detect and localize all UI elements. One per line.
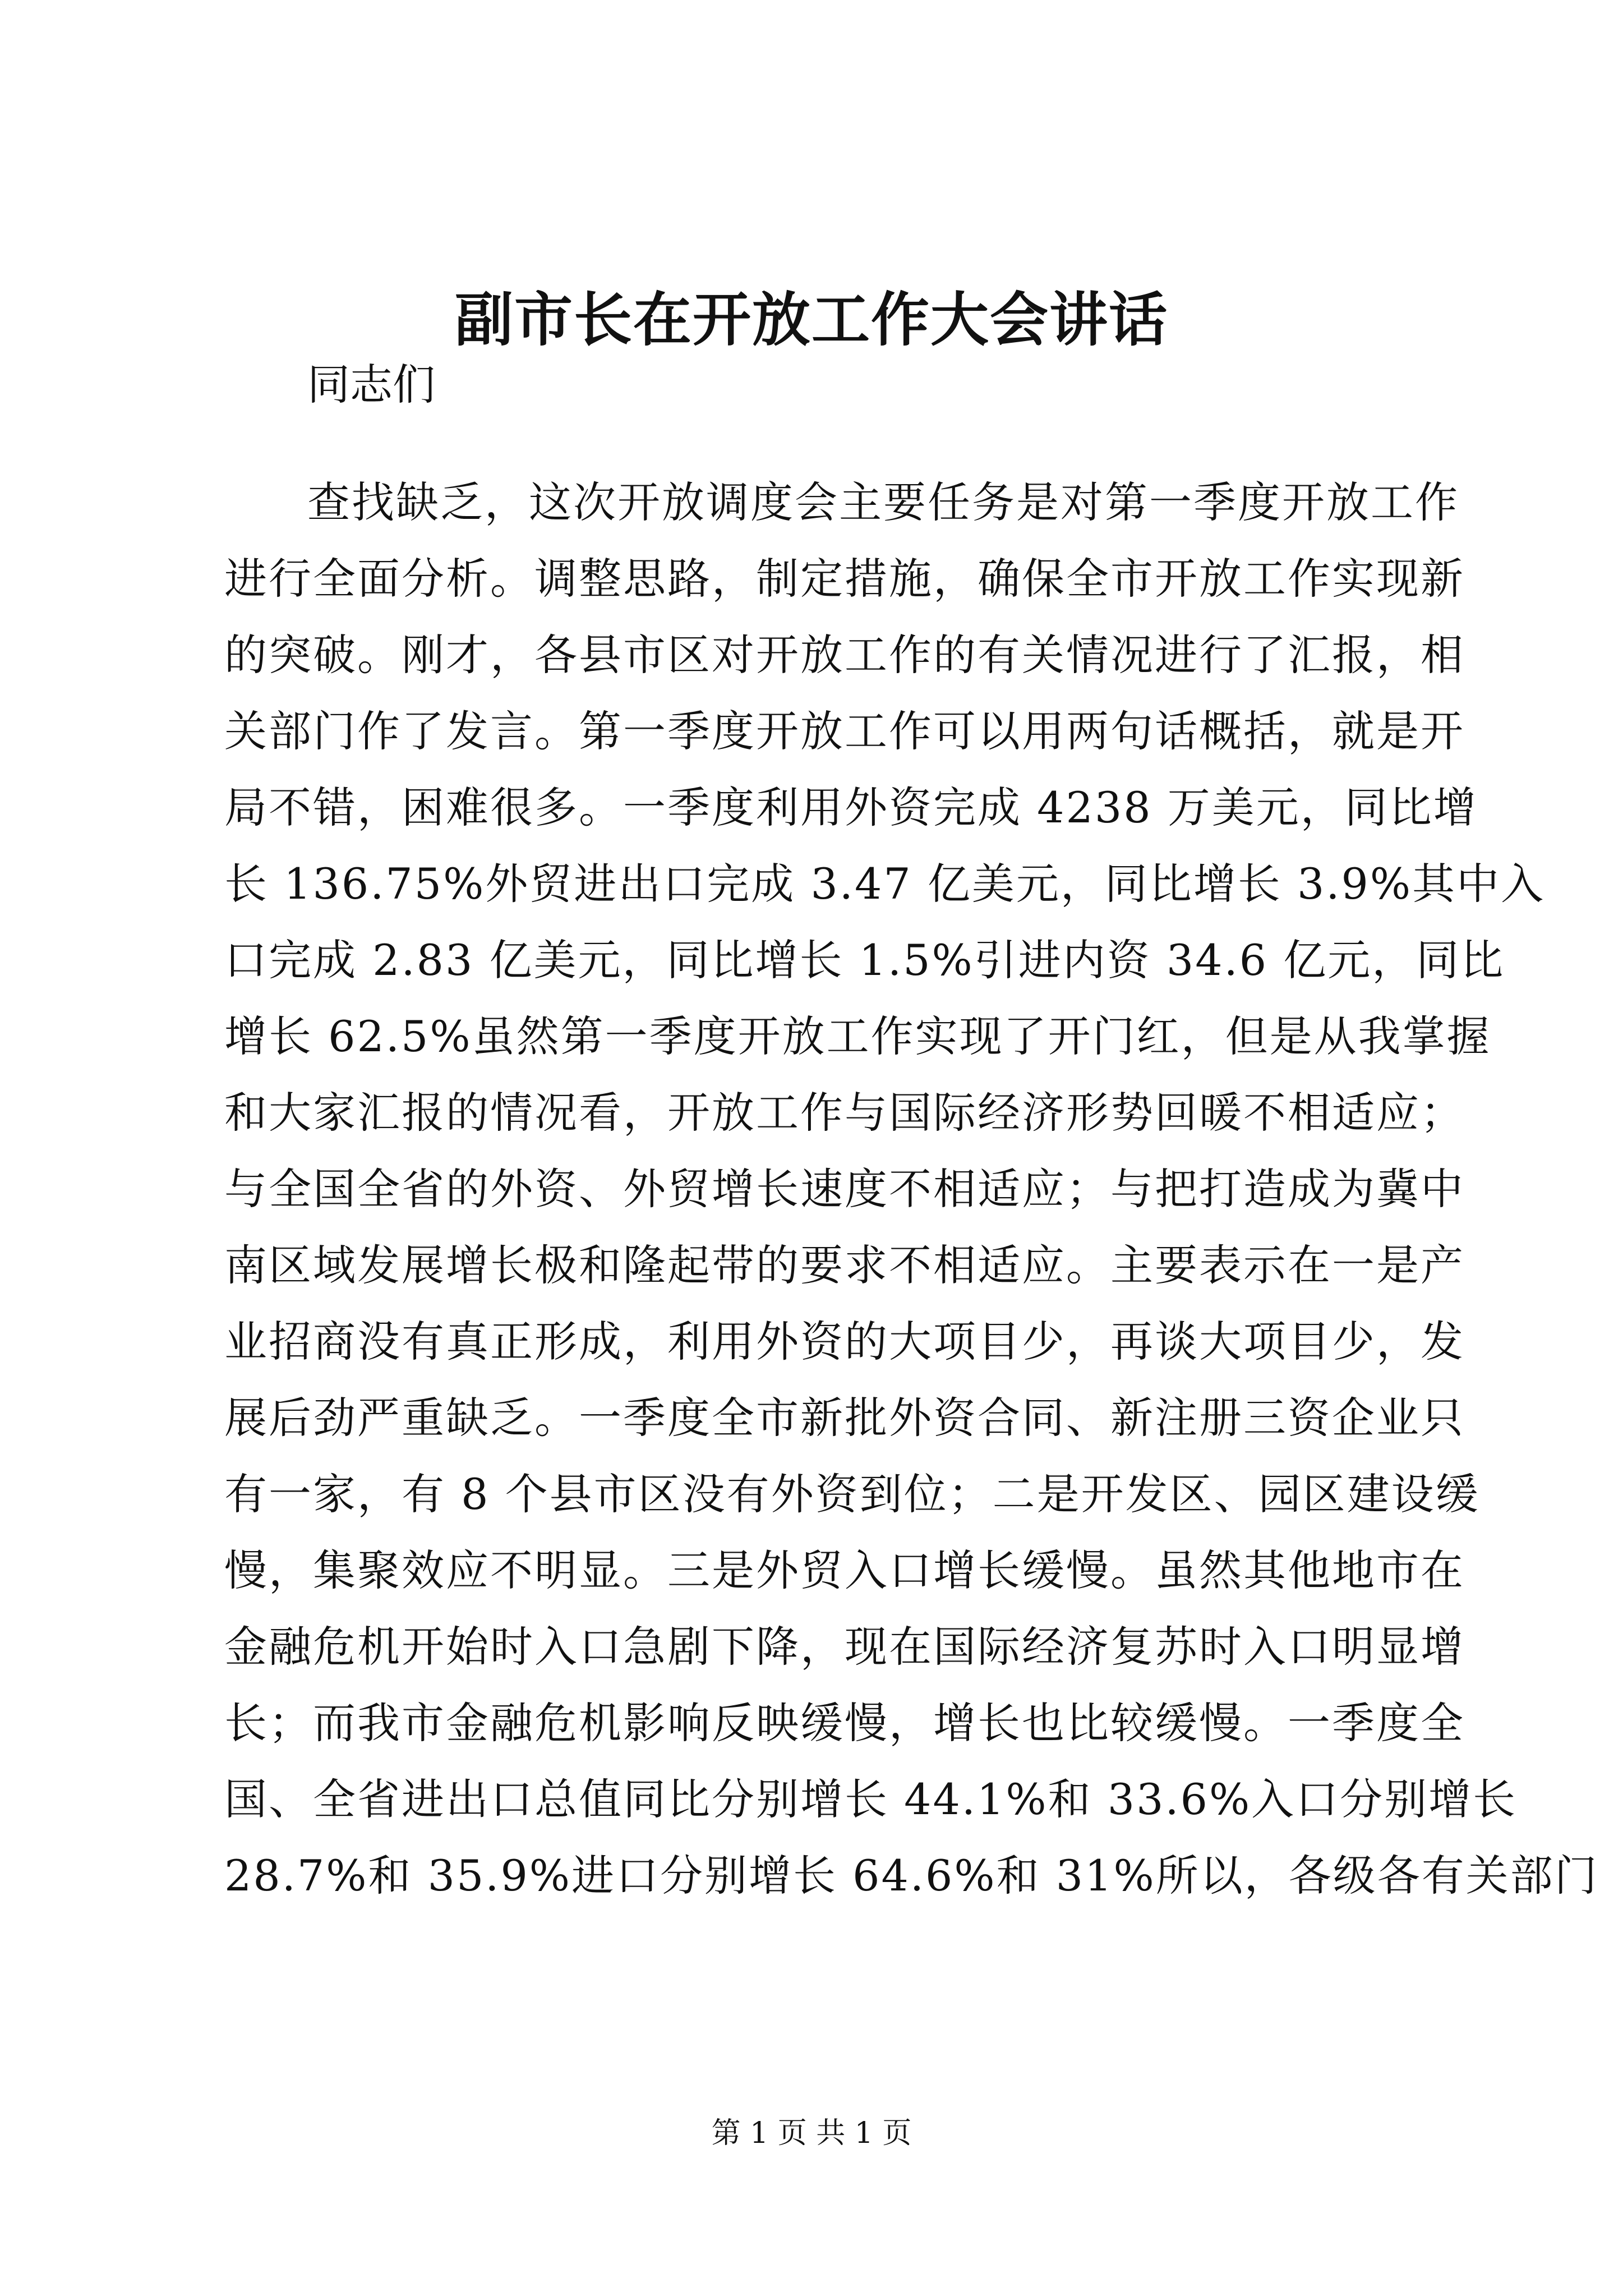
text-line: 的突破。刚才，各县市区对开放工作的有关情况进行了汇报，相 <box>224 630 1465 680</box>
text-line: 长 136.75%外贸进出口完成 3.47 亿美元，同比增长 3.9%其中入 <box>224 859 1546 909</box>
text-line: 金融危机开始时入口急剧下降，现在国际经济复苏时入口明显增 <box>224 1622 1465 1672</box>
page-footer: 第 1 页 共 1 页 <box>711 2116 912 2150</box>
text-line: 关部门作了发言。第一季度开放工作可以用两句话概括，就是开 <box>224 706 1465 756</box>
text-line: 进行全面分析。调整思路，制定措施，确保全市开放工作实现新 <box>224 554 1465 604</box>
text-line: 长；而我市金融危机影响反映缓慢，增长也比较缓慢。一季度全 <box>224 1698 1465 1748</box>
text-line: 业招商没有真正形成，利用外资的大项目少，再谈大项目少，发 <box>224 1317 1465 1366</box>
text-line: 展后劲严重缺乏。一季度全市新批外资合同、新注册三资企业只 <box>224 1393 1465 1443</box>
text-line: 南区域发展增长极和隆起带的要求不相适应。主要表示在一是产 <box>224 1240 1465 1290</box>
document-title: 副市长在开放工作大会讲话 <box>454 285 1168 354</box>
text-line: 与全国全省的外资、外贸增长速度不相适应；与把打造成为冀中 <box>224 1164 1465 1214</box>
salutation: 同志们 <box>307 360 435 409</box>
text-line: 口完成 2.83 亿美元，同比增长 1.5%引进内资 34.6 亿元，同比 <box>224 935 1505 985</box>
body-text <box>224 464 1599 1914</box>
text-line: 和大家汇报的情况看，开放工作与国际经济形势回暖不相适应； <box>224 1088 1465 1138</box>
text-line: 国、全省进出口总值同比分别增长 44.1%和 33.6%入口分别增长 <box>224 1774 1518 1824</box>
text-line: 局不错，困难很多。一季度利用外资完成 4238 万美元，同比增 <box>224 783 1478 832</box>
text-line: 有一家，有 8 个县市区没有外资到位；二是开发区、园区建设缓 <box>224 1469 1480 1519</box>
text-line: 慢，集聚效应不明显。三是外贸入口增长缓慢。虽然其他地市在 <box>224 1545 1465 1595</box>
text-line: 增长 62.5%虽然第一季度开放工作实现了开门红，但是从我掌握 <box>224 1011 1491 1061</box>
text-line: 查找缺乏，这次开放调度会主要任务是对第一季度开放工作 <box>307 477 1459 527</box>
text-line: 28.7%和 35.9%进口分别增长 64.6%和 31%所以，各级各有关部门 <box>224 1851 1599 1901</box>
